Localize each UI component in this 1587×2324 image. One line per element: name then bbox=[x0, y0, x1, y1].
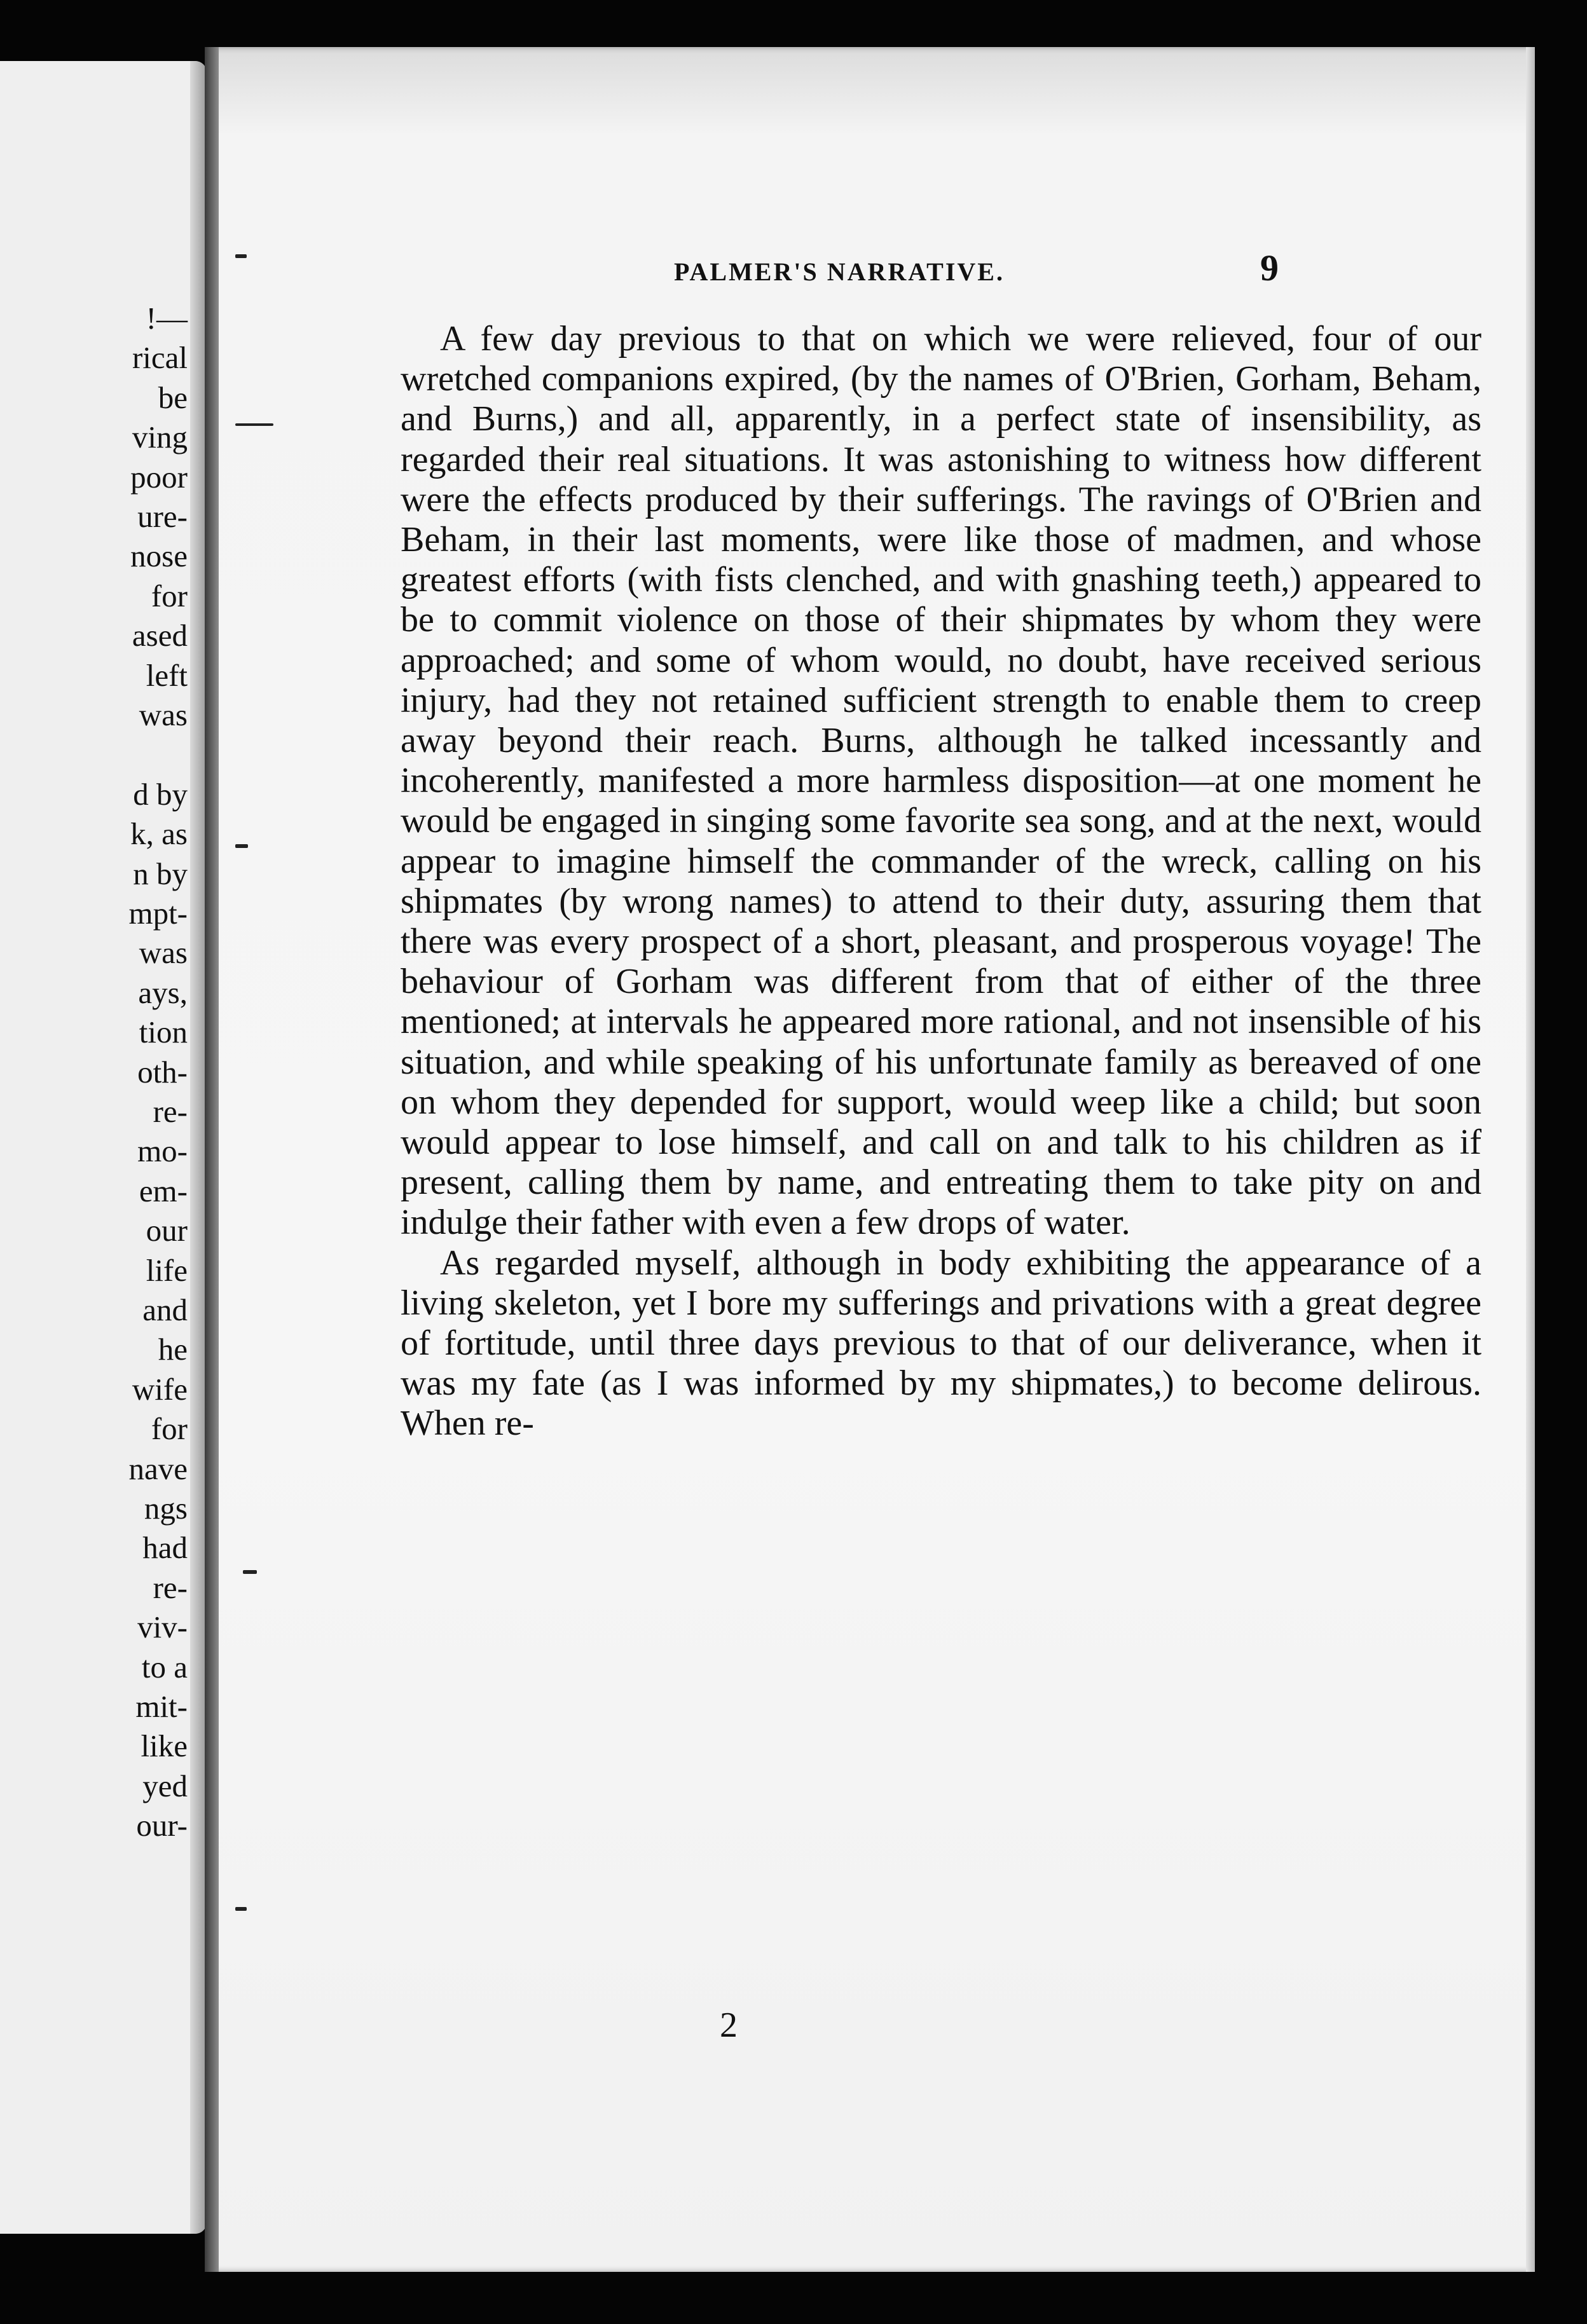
left-page-fragment: mo- bbox=[137, 1133, 188, 1169]
left-page-fragment: left bbox=[146, 657, 188, 693]
left-facing-page bbox=[0, 61, 207, 2234]
left-page-fragment: ays, bbox=[138, 974, 188, 1010]
page-number: 9 bbox=[1260, 247, 1279, 289]
left-page-fragment: oth- bbox=[137, 1054, 188, 1090]
left-page-fragment: tion bbox=[139, 1015, 188, 1050]
page-right-edge bbox=[1526, 47, 1535, 2272]
left-page-fragment: was bbox=[139, 697, 188, 732]
left-page-fragment: wife bbox=[132, 1371, 188, 1407]
left-page-fragment: rical bbox=[132, 340, 188, 376]
margin-mark bbox=[235, 844, 248, 848]
signature-mark: 2 bbox=[720, 2006, 738, 2045]
margin-mark bbox=[243, 1570, 257, 1574]
left-page-fragment: was bbox=[139, 935, 188, 971]
left-page-fragment: ving bbox=[132, 420, 188, 455]
left-page-fragment: n by bbox=[133, 856, 188, 891]
left-page-fragment: em- bbox=[139, 1173, 188, 1208]
left-page-fragment: be bbox=[158, 379, 188, 415]
left-page-fragment: nose bbox=[130, 538, 188, 574]
left-page-fragment: and bbox=[142, 1292, 188, 1327]
margin-mark bbox=[235, 423, 273, 426]
left-page-fragment: for bbox=[151, 578, 188, 613]
left-page-fragment: !— bbox=[146, 301, 188, 336]
left-page-fragment: yed bbox=[142, 1768, 188, 1803]
page-header bbox=[205, 247, 1535, 295]
left-page-fragment: viv- bbox=[137, 1610, 188, 1645]
left-page-fragment: k, as bbox=[130, 816, 188, 852]
left-page-fragment: had bbox=[142, 1530, 188, 1566]
left-page-fragment: re- bbox=[153, 1569, 188, 1605]
body-text bbox=[401, 319, 1481, 1444]
left-page-fragment: ngs bbox=[144, 1491, 188, 1526]
left-page-fragment: d by bbox=[133, 776, 188, 812]
left-page-fragment: poor bbox=[130, 459, 188, 495]
left-page-fragment: for bbox=[151, 1411, 188, 1447]
page-binding-edge bbox=[205, 47, 219, 2272]
margin-mark bbox=[235, 1907, 247, 1911]
margin-mark bbox=[235, 254, 247, 258]
left-page-fragment: mpt- bbox=[128, 896, 188, 931]
left-page-fragment: life bbox=[146, 1252, 188, 1288]
left-page-fragment: he bbox=[158, 1332, 188, 1367]
main-page bbox=[205, 47, 1535, 2272]
left-page-fragment: ased bbox=[132, 618, 188, 653]
left-page-fragment: nave bbox=[128, 1451, 188, 1486]
running-head: PALMER'S NARRATIVE. bbox=[674, 257, 1005, 286]
left-page-fragment: to a bbox=[141, 1649, 188, 1685]
left-page-fragment: like bbox=[141, 1728, 188, 1764]
left-page-fragment: re- bbox=[153, 1094, 188, 1129]
left-page-fragment: ure- bbox=[137, 499, 188, 534]
paragraph: As regarded myself, although in body exhibiting the appearance of a living skeleton, yet I bore my sufferings and privations with a great degree of fortitude, until three days previous to that of our deliverance, when it was my fate (as I was informed by my shipmates,) to become delirous. When re- bbox=[401, 1243, 1481, 1444]
left-page-fragment: mit- bbox=[135, 1689, 188, 1724]
left-page-fragment: our bbox=[146, 1213, 188, 1248]
paragraph: A few day previous to that on which we were relieved, four of our wretched companions expired, (by the names of O'Brien, Gorham, Beham, and Burns,) and all, apparently, in a perfect state of insensibility, as regarded their real situations. It was astonishing to witness how different were the effects produced by their sufferings. The ravings of O'Brien and Beham, in their last moments, were like those of madmen, and whose greatest efforts (with fists clenched, and with gnashing teeth,) appeared to be to commit violence on those of their shipmates by whom they were approached; and some of whom would, no doubt, have received serious injury, had they not retained sufficient strength to enable them to creep away beyond their reach. Burns, although he talked incessantly and incoherently, manifested a more harmless disposition—at one moment he would be engaged in singing some favorite sea song, and at the next, would appear to imagine himself the commander of the wreck, calling on his shipmates (by wrong names) to attend to their duty, assuring them that there was every prospect of a short, pleasant, and prosperous voyage! The behaviour of Gorham was different from that of either of the three mentioned; at intervals he appeared more rational, and not insensible of his situation, and while speaking of his unfortunate family as bereaved of one on whom they depended for support, would weep like a child; but soon would appear to lose himself, and call on and talk to his children as if present, calling them by name, and entreating them to take pity on and indulge their father with even a few drops of water. bbox=[401, 319, 1481, 1243]
left-page-fragment: our- bbox=[136, 1808, 188, 1843]
